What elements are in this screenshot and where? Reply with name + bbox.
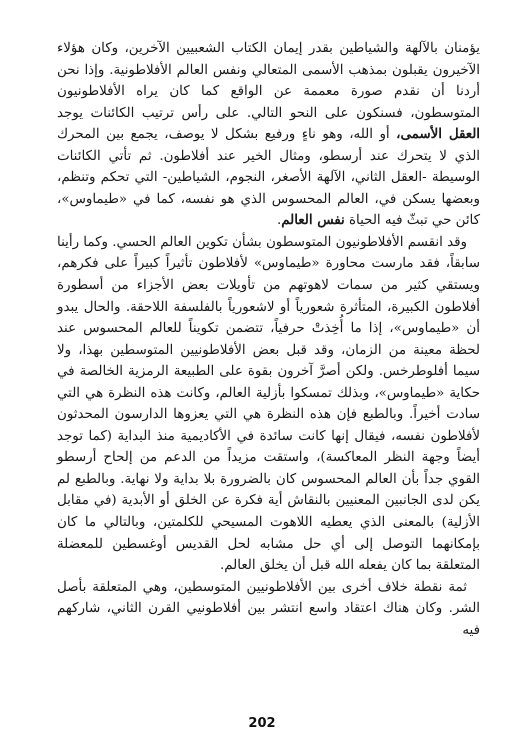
- paragraph-2: [57, 232, 480, 577]
- page-number: 202: [248, 716, 276, 731]
- paragraph-1: [57, 38, 480, 232]
- paragraph-text: يؤمنان بالآلهة والشياطين بقدر إيمان الكتاب الشعبيين الآخرين، وكان هؤلاء الآخيرون يقبلون بمذهب الأسمى المتعالي ونفس العالم الأفلاطونية. وإذا نحن أردنا أن نقدم صورة معممة عن الواقع كما كان يراه الأفلاطونيون المتوسطون، فسنكون على النحو التالي. على رأس ترتيب الكائنات يوجد: [57, 41, 480, 121]
- body-text: [57, 38, 480, 641]
- bold-term-world-soul: نفس العالم: [281, 212, 345, 229]
- paragraph-text: .: [276, 213, 282, 229]
- paragraph-text: ثمة نقطة خلاف أخرى بين الأفلاطونيين المتوسطين، وهي المتعلقة بأصل الشر. وكان هناك اعتقاد واسع انتشر بين أفلاطونيي القرن الثاني، شاركهم فيه: [57, 579, 480, 638]
- paragraph-3: [57, 577, 480, 642]
- paragraph-text: أو الله، وهو ناءٍ ورفيع بشكل لا يوصف، يجمع بين المحرك الذي لا يتحرك عند أرسطو، ومثال الخير عند أفلاطون. ثم تأتي الكائنات الوسيطة -العقل الثاني، الآلهة الأصغر، النجوم، الشياطين- التي تحكم وتنظم، وبعضها يسكن في، العالم المحسوس الذي هو نفسه، كما في «طيماوس»، كائن حي تبثّ فيه الحياة: [57, 127, 480, 229]
- bold-term-supreme-intellect: العقل الأسمى،: [396, 126, 481, 143]
- paragraph-text: وقد انقسم الأفلاطونيون المتوسطون بشأن تكوين العالم الحسي. وكما رأينا سابقاً، فقد مارست محاورة «طيماوس» لأفلاطون تأثيراً كبيراً على فكرهم، ويستقي كثير من سمات لاهوتهم من تأويلات بعض الأجزاء من أسطورة أفلاطون الكبيرة، المتأثرة شعورياً أو لاشعورياً بالفلسفة اللاحقة. والحال يبدو أن «طيماوس»، إذا ما أُخِذتْ حرفياً، تتضمن تكويناً للعالم المحسوس عند لحظة معينة من الزمان، وقد قبل بعض الأفلاطونيين المتوسطين بهذا، ولا سيما أفلوطرخس. ولكن أصرَّ آخرون بقوة على الطبيعة الرمزية الخالصة في حكاية «طيماوس»، وبذلك تمسكوا بأزلية العالم، وكانت هذه النظرة هي التي سادت أخيراً. وبالطبع فإن هذه النظرة هي التي يعزوها الدارسون المحدثون لأفلاطون نفسه، فيقال إنها كانت سائدة في الأكاديمية منذ البداية (كما توجد أيضاً وجهة النظر المعاكسة)، واستقت مزيداً من الدعم من إلحاح أرسطو القوي جداً بأن العالم المحسوس كان بالضرورة بلا بداية ولا نهاية. وبالطبع لم يكن لدى الجانبين المعنيين بالنقاش أية فكرة عن الخلق أو الأبدية (في مقابل الأزلية) بالمعنى الذي يعطيه اللاهوت المسيحي للكلمتين، وبالتالي ما كان بإمكانهما التوصل إلى أي حل مشابه لحل القديس أوغسطين للمعضلة المتعلقة بما كان يفعله الله قبل أن يخلق العالم.: [57, 234, 480, 574]
